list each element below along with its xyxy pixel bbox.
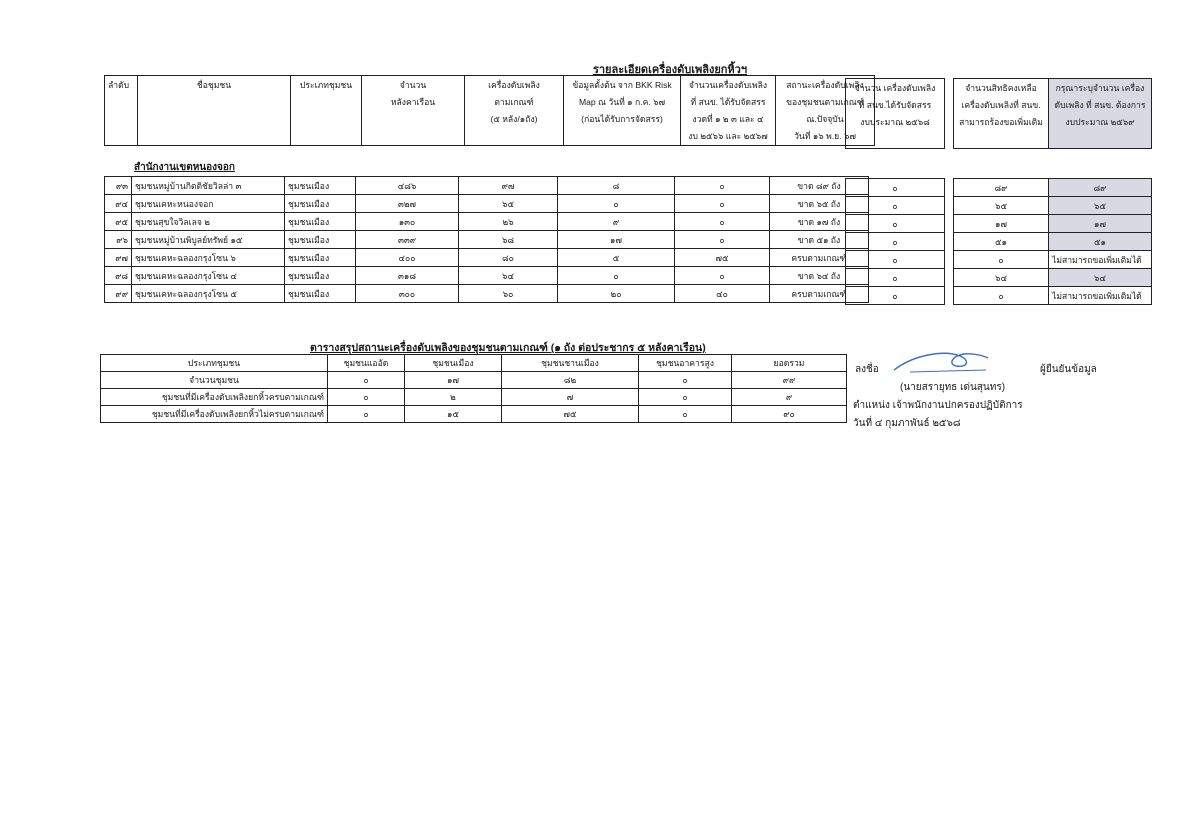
row-households: ๓๓๙ [356,231,459,249]
header-budget68: จำนวน เครื่องดับเพลิง ที่ สนข.ได้รับจัดสรร งบประมาณ ๒๕๖๘ [846,79,945,149]
header-no: ลำดับ [105,76,138,146]
row-remaining: ๐ [954,287,1049,305]
row-no: ๙๓ [105,177,132,195]
row-baseline: ๒๐ [558,285,675,303]
table-row [846,197,945,215]
document-title: รายละเอียดเครื่องดับเพลิงยกหิ้วฯ [592,64,748,76]
header-baseline: ข้อมูลตั้งต้น จาก BKK Risk Map ณ วันที่ ๑ ก.ค. ๖๗ (ก่อนได้รับการจัดสรร) [564,76,681,146]
summary-row [101,372,847,389]
row-criteria: ๖๘ [459,231,558,249]
table-row [105,249,869,267]
header-type: ประเภทชุมชน [291,76,362,146]
table-row [105,231,869,249]
row-households: ๑๓๐ [356,213,459,231]
row-baseline: ๕ [558,249,675,267]
summary-cell: ๐ [328,372,405,389]
table-row [954,251,1152,269]
row-type: ชุมชนเมือง [285,195,356,213]
summary-row [101,389,847,406]
summary-cell: ๐ [328,406,405,423]
table-row [954,287,1152,305]
header-table-remaining [953,78,1152,149]
row-baseline: ๙ [558,213,675,231]
table-row [954,269,1152,287]
row-allocated: ๐ [675,231,770,249]
summary-cell: ๐ [328,389,405,406]
row-request69: ๖๔ [1049,269,1152,287]
row-allocated: ๗๕ [675,249,770,267]
header-status: สถานะเครื่องดับเพลิง ของชุมชนตามเกณฑ์ ณ.ปัจจุบัน วันที่ ๑๖ พ.ย. ๖๗ [776,76,875,146]
table-row [846,269,945,287]
header-request69: กรุณาระบุจำนวน เครื่อง ดับเพลิง ที่ สนข. ต้องการ งบประมาณ ๒๕๖๙ [1049,79,1152,149]
sign-label: ลงชื่อ [855,364,879,375]
summary-row-label: ชุมชนที่มีเครื่องดับเพลิงยกหิ้วไม่ครบตามเกณฑ์ [101,406,328,423]
summary-cell: ๗ [502,389,639,406]
summary-cell: ๘๒ [502,372,639,389]
row-no: ๙๔ [105,195,132,213]
row-no: ๙๗ [105,249,132,267]
row-no: ๙๘ [105,267,132,285]
row-budget68: ๐ [846,233,945,251]
table-row [954,215,1152,233]
row-allocated: ๐ [675,195,770,213]
summary-col-header: ชุมชนเมือง [405,355,502,372]
row-request69: ไม่สามารถขอเพิ่มเติมได้ [1049,287,1152,305]
row-name: ชุมชนเคหะหนองจอก [132,195,285,213]
header-allocated: จำนวนเครื่องดับเพลิง ที่ สนข. ได้รับจัดสรร งวดที่ ๑ ๒ ๓ และ ๔ งบ ๒๕๖๖ และ ๒๕๖๗ [681,76,776,146]
summary-cell: ๙๙ [732,372,847,389]
summary-col-header: ชุมชนอาคารสูง [639,355,732,372]
header-households: จำนวน หลังคาเรือน [362,76,465,146]
summary-cell: ๐ [639,372,732,389]
row-name: ชุมชนสุขใจวิลเลจ ๒ [132,213,285,231]
row-request69: ๖๕ [1049,197,1152,215]
summary-col-header: ยอดรวม [732,355,847,372]
row-type: ชุมชนเมือง [285,249,356,267]
row-budget68: ๐ [846,251,945,269]
summary-cell: ๑๕ [405,406,502,423]
row-remaining: ๘๙ [954,179,1049,197]
row-households: ๓๑๘ [356,267,459,285]
office-heading: สำนักงานเขตหนองจอก [134,162,235,173]
summary-cell: ๑๗ [405,372,502,389]
row-baseline: ๘ [558,177,675,195]
row-no: ๙๙ [105,285,132,303]
row-no: ๙๕ [105,213,132,231]
row-type: ชุมชนเมือง [285,213,356,231]
row-request69: ๘๙ [1049,179,1152,197]
row-allocated: ๐ [675,177,770,195]
summary-cell: ๙ [732,389,847,406]
sign-date: วันที่ ๔ กุมภาพันธ์ ๒๕๖๘ [853,418,961,429]
summary-col-header: ชุมชนแออัด [328,355,405,372]
table-row [846,215,945,233]
table-row [105,177,869,195]
row-status: ขาด ๖๕ ถัง [770,195,869,213]
row-households: ๔๐๐ [356,249,459,267]
row-budget68: ๐ [846,197,945,215]
summary-cell: ๐ [639,389,732,406]
row-name: ชุมชนเคหะฉลองกรุงโซน ๔ [132,267,285,285]
row-type: ชุมชนเมือง [285,267,356,285]
row-budget68: ๐ [846,215,945,233]
signature-scribble [890,348,990,380]
row-name: ชุมชนหมู่บ้านพิบูลย์ทรัพย์ ๑๕ [132,231,285,249]
row-type: ชุมชนเมือง [285,285,356,303]
row-remaining: ๖๕ [954,197,1049,215]
table-row [846,233,945,251]
row-remaining: ๖๔ [954,269,1049,287]
row-name: ชุมชนเคหะฉลองกรุงโซน ๖ [132,249,285,267]
summary-cell: ๙๐ [732,406,847,423]
data-table-remaining [953,178,1152,305]
row-baseline: ๐ [558,195,675,213]
row-criteria: ๒๖ [459,213,558,231]
row-criteria: ๘๐ [459,249,558,267]
row-criteria: ๖๔ [459,267,558,285]
table-row [846,251,945,269]
table-row [846,287,945,305]
summary-title: ตารางสรุปสถานะเครื่องดับเพลิงของชุมชนตามเกณฑ์ (๑ ถัง ต่อประชากร ๕ หลังคาเรือน) [310,342,706,354]
header-criteria: เครื่องดับเพลิง ตามเกณฑ์ (๕ หลัง/๑ถัง) [465,76,564,146]
confirm-label: ผู้ยืนยันข้อมูล [1040,364,1097,375]
row-status: ครบตามเกณฑ์ [770,285,869,303]
row-allocated: ๐ [675,267,770,285]
row-name: ชุมชนเคหะฉลองกรุงโซน ๕ [132,285,285,303]
table-row [954,233,1152,251]
row-allocated: ๔๐ [675,285,770,303]
row-status: ครบตามเกณฑ์ [770,249,869,267]
row-allocated: ๐ [675,213,770,231]
signer-position: ตำแหน่ง เจ้าพนักงานปกครองปฏิบัติการ [853,400,1023,411]
row-name: ชุมชนหมู่บ้านกิตติชัยวิลล่า ๓ [132,177,285,195]
row-request69: ๕๑ [1049,233,1152,251]
row-households: ๔๘๖ [356,177,459,195]
row-budget68: ๐ [846,179,945,197]
row-households: ๓๐๐ [356,285,459,303]
header-name: ชื่อชุมชน [138,76,291,146]
header-remaining: จำนวนสิทธิคงเหลือ เครื่องดับเพลิงที่ สนข. สามารถร้องขอเพิ่มเติม [954,79,1049,149]
summary-row [101,406,847,423]
row-request69: ไม่สามารถขอเพิ่มเติมได้ [1049,251,1152,269]
row-budget68: ๐ [846,287,945,305]
row-baseline: ๐ [558,267,675,285]
row-criteria: ๖๐ [459,285,558,303]
summary-row-label: จำนวนชุมชน [101,372,328,389]
row-no: ๙๖ [105,231,132,249]
summary-cell: ๐ [639,406,732,423]
row-baseline: ๑๗ [558,231,675,249]
table-row [105,213,869,231]
table-row [105,195,869,213]
header-table [104,75,875,146]
header-table-budget68 [845,78,945,149]
summary-cell: ๗๕ [502,406,639,423]
row-status: ขาด ๘๙ ถัง [770,177,869,195]
data-table [104,176,869,303]
row-type: ชุมชนเมือง [285,231,356,249]
row-request69: ๑๗ [1049,215,1152,233]
summary-cell: ๒ [405,389,502,406]
row-criteria: ๙๗ [459,177,558,195]
table-row [846,179,945,197]
row-status: ขาด ๖๔ ถัง [770,267,869,285]
table-row [105,267,869,285]
summary-col-header: ชุมชนชานเมือง [502,355,639,372]
data-table-budget68 [845,178,945,305]
row-remaining: ๑๗ [954,215,1049,233]
row-status: ขาด ๕๑ ถัง [770,231,869,249]
summary-table [100,354,847,423]
row-remaining: ๐ [954,251,1049,269]
table-row [954,179,1152,197]
row-status: ขาด ๑๗ ถัง [770,213,869,231]
row-budget68: ๐ [846,269,945,287]
row-type: ชุมชนเมือง [285,177,356,195]
table-row [954,197,1152,215]
table-row [105,285,869,303]
signer-name: (นายสรายุทธ เด่นสุนทร) [900,382,1006,393]
summary-col-header: ประเภทชุมชน [101,355,328,372]
row-households: ๓๒๗ [356,195,459,213]
row-remaining: ๕๑ [954,233,1049,251]
summary-row-label: ชุมชนที่มีเครื่องดับเพลิงยกหิ้วครบตามเกณฑ์ [101,389,328,406]
row-criteria: ๖๕ [459,195,558,213]
